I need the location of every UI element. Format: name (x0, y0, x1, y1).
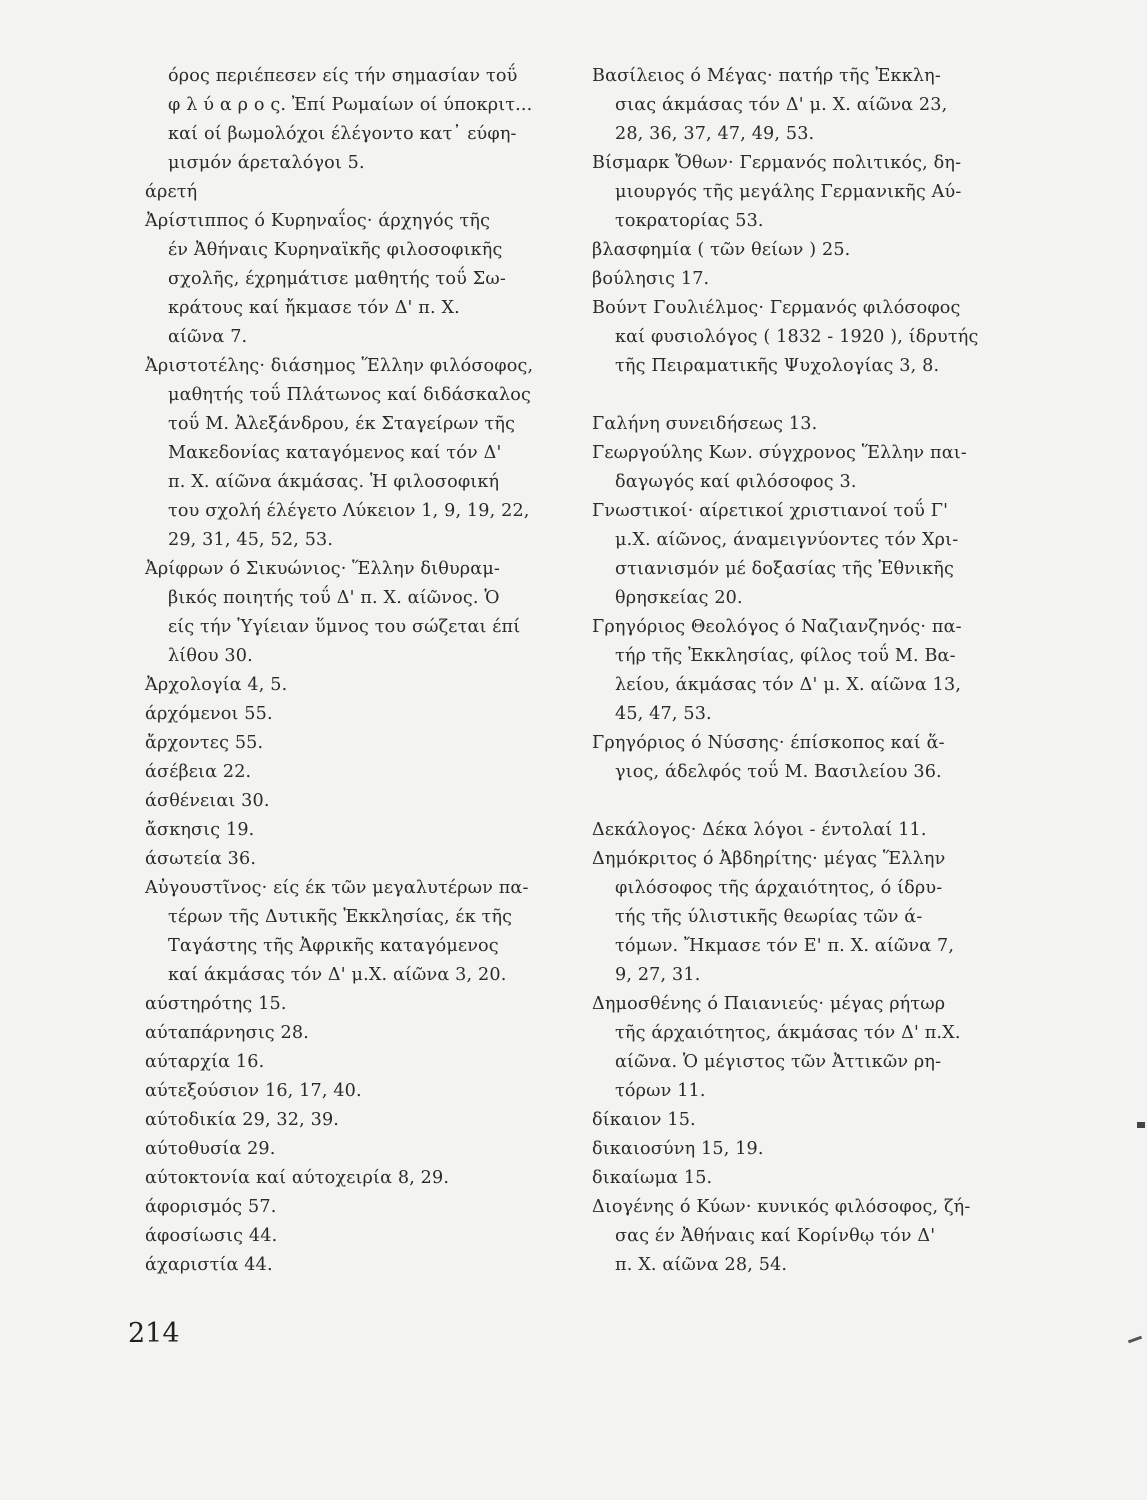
index-line: έν Ἀθήναις Κυρηναϊκῆς φιλοσοφικῆς (168, 240, 503, 260)
index-line: τής τῆς ύλιστικῆς θεωρίας τῶν ά- (615, 907, 923, 927)
index-line: αύτοθυσία 29. (145, 1139, 276, 1159)
index-line: Βασίλειος ό Μέγας· πατήρ τῆς Ἐκκλη- (592, 66, 941, 86)
index-line: Διογένης ό Κύων· κυνικός φιλόσοφος, ζή- (592, 1197, 971, 1217)
index-line: Μακεδονίας καταγόμενος καί τόν Δ' (168, 443, 502, 463)
index-line: Γεωργούλης Κων. σύγχρονος Ἕλλην παι- (592, 443, 967, 463)
index-line: Βίσμαρκ Ὄθων· Γερμανός πολιτικός, δη- (592, 153, 962, 173)
index-line: τόρων 11. (615, 1081, 706, 1101)
index-line: τοΰ Μ. Ἀλεξάνδρου, έκ Σταγείρων τῆς (168, 414, 516, 434)
index-line: είς τήν Ὑγίειαν ὕμνος του σώζεται έπί (168, 617, 521, 637)
index-line: φιλόσοφος τῆς άρχαιότητος, ό ίδρυ- (615, 878, 943, 898)
index-line: άφοσίωσις 44. (145, 1226, 278, 1246)
index-line: Ἀριστοτέλης· διάσημος Ἕλλην φιλόσοφος, (145, 356, 534, 376)
index-line: Αὐγουστῖνος· είς έκ τῶν μεγαλυτέρων πα- (145, 878, 529, 898)
index-line: τέρων τῆς Δυτικῆς Ἐκκλησίας, έκ τῆς (168, 907, 513, 927)
index-line: Γαλήνη συνειδήσεως 13. (592, 414, 818, 434)
index-line: στιανισμόν μέ δοξασίας τῆς Ἐθνικῆς (615, 559, 954, 579)
index-line: τόμων. Ἤκμασε τόν Ε' π. Χ. αίῶνα 7, (615, 936, 955, 956)
index-line: ἄσκησις 19. (145, 820, 255, 840)
index-line: άφορισμός 57. (145, 1197, 277, 1217)
index-line: Ἀρίστιππος ό Κυρηναΐος· άρχηγός τῆς (145, 211, 491, 231)
index-line: δαγωγός καί φιλόσοφος 3. (615, 472, 857, 492)
index-line: άσέβεια 22. (145, 762, 252, 782)
scan-mark (1137, 1122, 1145, 1128)
index-line: δικαίωμα 15. (592, 1168, 713, 1188)
index-line: άσθένειαι 30. (145, 791, 270, 811)
index-line: φ λ ύ α ρ ο ς. Ἐπί Ρωμαίων οί ύποκριτ... (168, 95, 533, 115)
index-line: ἄρχοντες 55. (145, 733, 264, 753)
index-line: βλασφημία ( τῶν θείων ) 25. (592, 240, 851, 260)
index-line: αύτοδικία 29, 32, 39. (145, 1110, 340, 1130)
index-line: 29, 31, 45, 52, 53. (168, 530, 334, 550)
index-line: μ.Χ. αίῶνος, άναμειγνύοντες τόν Χρι- (615, 530, 959, 550)
index-line: σας έν Ἀθήναις καί Κορίνθῳ τόν Δ' (615, 1226, 936, 1246)
index-line: Ἀρίφρων ό Σικυώνιος· Ἕλλην διθυραμ- (145, 559, 500, 579)
index-line: αίῶνα 7. (168, 327, 248, 347)
index-line: βικός ποιητής τοΰ Δ' π. Χ. αίῶνος. Ὁ (168, 588, 500, 608)
index-line: Γρηγόριος ό Νύσσης· έπίσκοπος καί ἅ- (592, 733, 945, 753)
index-line: π. Χ. αίῶνα άκμάσας. Ἡ φιλοσοφική (168, 472, 500, 492)
index-line: τῆς Πειραματικῆς Ψυχολογίας 3, 8. (615, 356, 940, 376)
section-gap (592, 787, 1042, 816)
index-line: 9, 27, 31. (615, 965, 701, 985)
index-line: άρετή (145, 182, 198, 202)
index-line: τῆς άρχαιότητος, άκμάσας τόν Δ' π.Χ. (615, 1023, 961, 1043)
index-line: 45, 47, 53. (615, 704, 712, 724)
index-line: βούλησις 17. (592, 269, 710, 289)
index-line: δίκαιον 15. (592, 1110, 696, 1130)
index-line: αίῶνα. Ὁ μέγιστος τῶν Ἀττικῶν ρη- (615, 1052, 942, 1072)
index-line: αύστηρότης 15. (145, 994, 287, 1014)
index-line: γιος, άδελφός τοΰ Μ. Βασιλείου 36. (615, 762, 942, 782)
index-line: Γρηγόριος Θεολόγος ό Ναζιανζηνός· πα- (592, 617, 962, 637)
page-number: 214 (128, 1318, 180, 1349)
index-line: π. Χ. αίῶνα 28, 54. (615, 1255, 788, 1275)
right-column (592, 62, 1042, 1280)
index-line: μισμόν άρεταλόγοι 5. (168, 153, 365, 173)
index-line: του σχολή έλέγετο Λύκειον 1, 9, 19, 22, (168, 501, 530, 521)
index-line: Δεκάλογος· Δέκα λόγοι - έντολαί 11. (592, 820, 927, 840)
index-line: τοκρατορίας 53. (615, 211, 764, 231)
index-line: μαθητής τοΰ Πλάτωνος καί διδάσκαλος (168, 385, 532, 405)
index-line: σιας άκμάσας τόν Δ' μ. Χ. αίῶνα 23, (615, 95, 948, 115)
index-line: σχολῆς, έχρημάτισε μαθητής τοΰ Σω- (168, 269, 506, 289)
index-line: μιουργός τῆς μεγάλης Γερμανικῆς Αύ- (615, 182, 962, 202)
index-line: αύταπάρνησις 28. (145, 1023, 309, 1043)
index-line: αύτοκτονία καί αύτοχειρία 8, 29. (145, 1168, 450, 1188)
index-line: καί άκμάσας τόν Δ' μ.Χ. αίῶνα 3, 20. (168, 965, 507, 985)
index-line: Βούντ Γουλιέλμος· Γερμανός φιλόσοφος (592, 298, 961, 318)
index-line: Ἀρχολογία 4, 5. (145, 675, 288, 695)
index-line: λείου, άκμάσας τόν Δ' μ. Χ. αίῶνα 13, (615, 675, 962, 695)
index-line: άχαριστία 44. (145, 1255, 273, 1275)
index-line: Ταγάστης τῆς Ἀφρικῆς καταγόμενος (168, 936, 499, 956)
left-column (145, 62, 585, 1280)
index-line: καί οί βωμολόχοι έλέγοντο κατ᾿ εύφη- (168, 124, 517, 144)
index-line: λίθου 30. (168, 646, 253, 666)
index-line: αύταρχία 16. (145, 1052, 265, 1072)
index-line: όρος περιέπεσεν είς τήν σημασίαν τοΰ (168, 66, 518, 86)
index-line: Δημόκριτος ό Ἀβδηρίτης· μέγας Ἕλλην (592, 849, 946, 869)
section-gap (592, 381, 1042, 410)
index-line: Γνωστικοί· αίρετικοί χριστιανοί τοΰ Γ' (592, 501, 949, 521)
index-line: 28, 36, 37, 47, 49, 53. (615, 124, 815, 144)
index-line: κράτους καί ἤκμασε τόν Δ' π. Χ. (168, 298, 460, 318)
index-line: δικαιοσύνη 15, 19. (592, 1139, 764, 1159)
index-line: αύτεξούσιον 16, 17, 40. (145, 1081, 362, 1101)
index-line: άρχόμενοι 55. (145, 704, 273, 724)
scan-mark (1128, 1336, 1142, 1344)
index-line: τήρ τῆς Ἐκκλησίας, φίλος τοΰ Μ. Βα- (615, 646, 956, 666)
index-line: καί φυσιολόγος ( 1832 - 1920 ), ίδρυτής (615, 327, 979, 347)
index-line: άσωτεία 36. (145, 849, 257, 869)
index-line: Δημοσθένης ό Παιανιεύς· μέγας ρήτωρ (592, 994, 946, 1014)
index-line: θρησκείας 20. (615, 588, 743, 608)
